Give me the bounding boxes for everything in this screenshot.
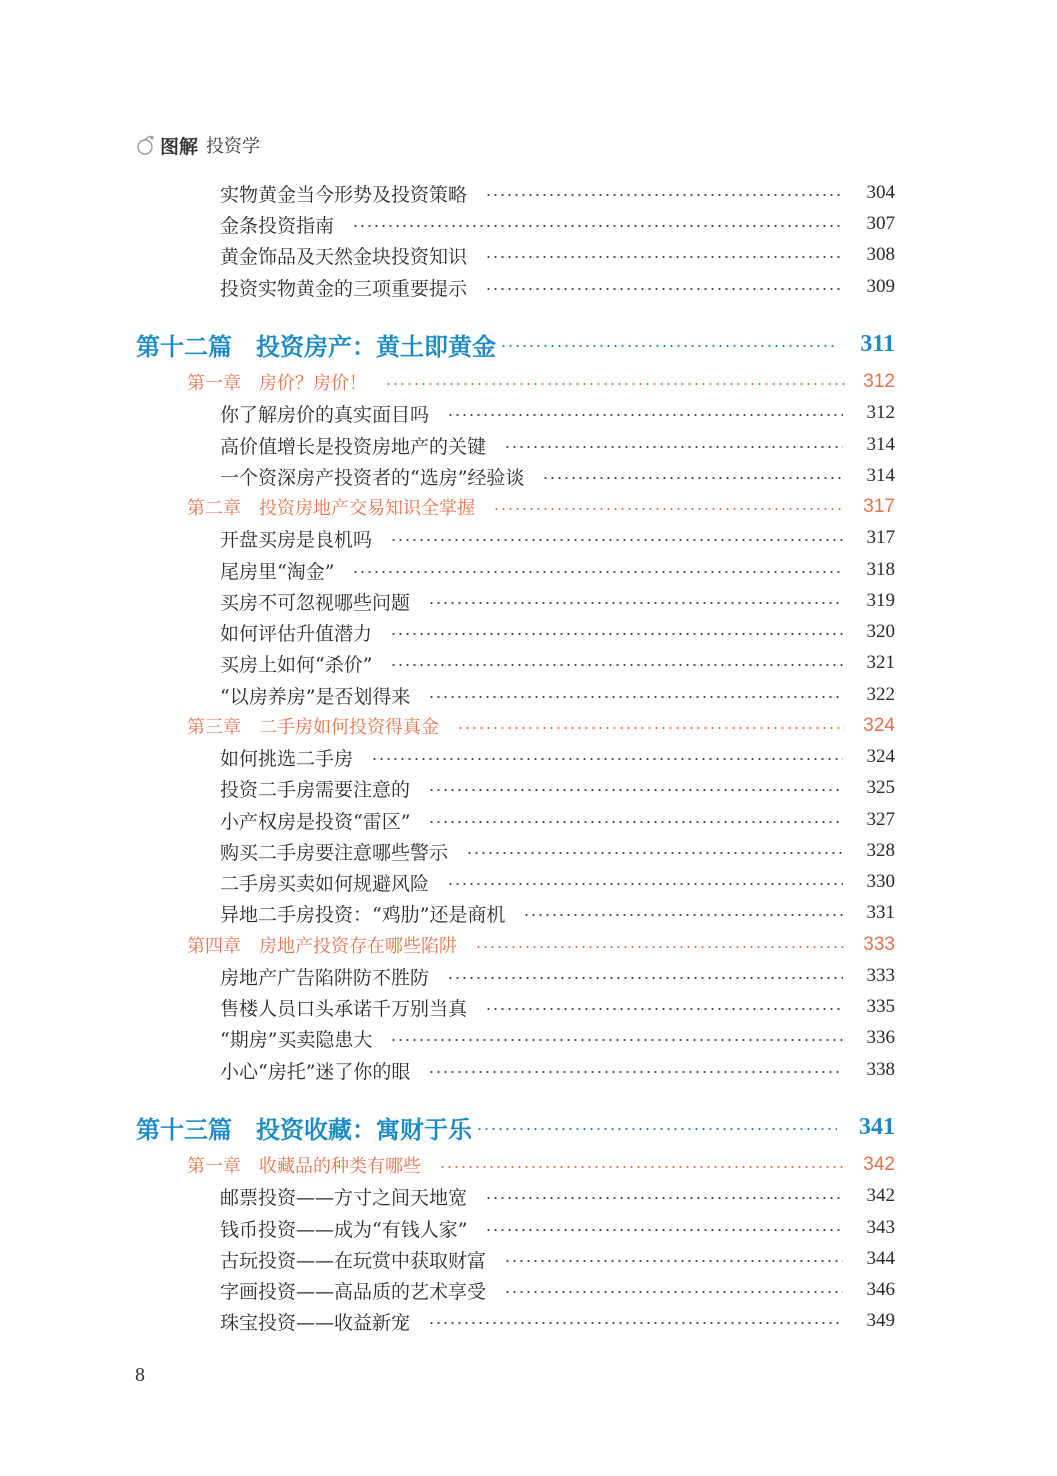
toc-item-title: 售楼人员口头承诺千万别当真 [220, 997, 468, 1020]
toc-item-title: 房地产广告陷阱防不胜防 [220, 966, 430, 989]
dot-leader [493, 508, 845, 510]
toc-page-number: 333 [863, 934, 895, 955]
toc-item-title: 字画投资——高品质的艺术享受 [220, 1280, 487, 1303]
page-number: 8 [135, 1364, 145, 1386]
toc-item-row[interactable] [220, 1306, 895, 1336]
toc-page-number: 331 [866, 902, 895, 923]
dot-leader [523, 914, 843, 916]
toc-page-number: 342 [863, 1154, 895, 1175]
toc-item-row[interactable] [220, 430, 895, 460]
dot-leader [485, 1197, 843, 1199]
toc-item-title: 投资二手房需要注意的 [220, 778, 411, 801]
toc-page-number: 346 [866, 1279, 895, 1300]
toc-part-row[interactable] [136, 1107, 895, 1147]
toc-page-number: 320 [866, 621, 895, 642]
toc-page-number: 338 [866, 1059, 895, 1080]
toc-item-title: 二手房买卖如何规避风险 [220, 872, 430, 895]
toc-item-title: 如何评估升值潜力 [220, 622, 373, 645]
toc-page-number: 324 [863, 715, 895, 736]
toc-page-number: 324 [866, 746, 895, 767]
dot-leader [485, 256, 843, 258]
toc-item-row[interactable] [220, 240, 895, 270]
toc-page-number: 309 [866, 276, 895, 297]
toc-page-number: 318 [866, 559, 895, 580]
book-logo-icon [134, 134, 156, 156]
toc-page-number: 319 [866, 590, 895, 611]
toc-item-row[interactable] [220, 1244, 895, 1274]
toc-item-title: 如何挑选二手房 [220, 747, 354, 770]
toc-page-number: 327 [866, 809, 895, 830]
toc-chapter-title: 第二章 投资房地产交易知识全掌握 [187, 498, 475, 519]
dot-leader [504, 1260, 843, 1262]
dot-leader [447, 883, 843, 885]
toc-page-number: 314 [866, 434, 895, 455]
toc-item-row[interactable] [220, 398, 895, 428]
toc-page-number: 336 [866, 1027, 895, 1048]
toc-page-number: 341 [859, 1113, 895, 1140]
toc-item-row[interactable] [220, 272, 895, 302]
toc-page-number: 349 [866, 1310, 895, 1331]
toc-item-row[interactable] [220, 742, 895, 772]
toc-item-title: 买房不可忽视哪些问题 [220, 591, 411, 614]
dot-leader [352, 225, 843, 227]
running-header [134, 130, 260, 160]
toc-page-number: 325 [866, 777, 895, 798]
dot-leader [485, 288, 843, 290]
toc-page-number: 330 [866, 871, 895, 892]
toc-chapter-row[interactable] [187, 930, 895, 960]
dot-leader [428, 1071, 843, 1073]
dot-leader [390, 664, 843, 666]
toc-page-number: 335 [866, 996, 895, 1017]
toc-item-row[interactable] [220, 523, 895, 553]
toc-page-number: 308 [866, 244, 895, 265]
toc-item-title: 小产权房是投资“雷区” [220, 810, 411, 833]
toc-item-row[interactable] [220, 1275, 895, 1305]
toc-item-title: 买房上如何“杀价” [220, 653, 373, 676]
header-title: 图解 [160, 135, 199, 158]
dot-leader [428, 821, 843, 823]
dot-leader [428, 602, 843, 604]
toc-page-number: 317 [863, 496, 895, 517]
toc-item-row[interactable] [220, 805, 895, 835]
dot-leader [428, 696, 843, 698]
toc-item-row[interactable] [220, 961, 895, 991]
toc-chapter-title: 第一章 房价？房价！ [187, 373, 367, 394]
toc-item-title: 珠宝投资——收益新宠 [220, 1311, 411, 1334]
toc-item-title: 金条投资指南 [220, 214, 335, 237]
dot-leader [485, 1008, 843, 1010]
dot-leader [504, 446, 843, 448]
dot-leader [352, 571, 843, 573]
toc-chapter-row[interactable] [187, 492, 895, 522]
dot-leader [385, 383, 845, 385]
toc-item-title: 开盘买房是良机吗 [220, 528, 373, 551]
dot-leader [447, 977, 843, 979]
toc-item-title: 一个资深房产投资者的“选房”经验谈 [220, 466, 525, 489]
dot-leader [500, 345, 838, 347]
toc-chapter-title: 第三章 二手房如何投资得真金 [187, 717, 439, 738]
toc-chapter-row[interactable] [187, 1150, 895, 1180]
dot-leader [466, 852, 843, 854]
toc-page-number: 317 [866, 527, 895, 548]
toc-item-row[interactable] [220, 178, 895, 208]
toc-item-row[interactable] [220, 209, 895, 239]
toc-item-title: “以房养房”是否划得来 [220, 685, 411, 708]
toc-page-number: 321 [866, 652, 895, 673]
toc-item-title: 购买二手房要注意哪些警示 [220, 841, 449, 864]
header-subtitle: 投资学 [206, 136, 261, 157]
toc-item-title: 实物黄金当今形势及投资策略 [220, 183, 468, 206]
dot-leader [485, 1229, 843, 1231]
toc-page-number: 342 [866, 1185, 895, 1206]
dot-leader [390, 633, 843, 635]
dot-leader [485, 194, 843, 196]
dot-leader [447, 414, 843, 416]
toc-item-row[interactable] [220, 1023, 895, 1053]
toc-page-number: 307 [866, 213, 895, 234]
dot-leader [504, 1291, 843, 1293]
toc-item-title: 古玩投资——在玩赏中获取财富 [220, 1249, 487, 1272]
toc-page-number: 333 [866, 965, 895, 986]
toc-page-number: 328 [866, 840, 895, 861]
toc-item-row[interactable] [220, 680, 895, 710]
dot-leader [439, 1166, 845, 1168]
toc-item-row[interactable] [220, 555, 895, 585]
toc-item-title: “期房”买卖隐患大 [220, 1028, 373, 1051]
toc-chapter-title: 第四章 房地产投资存在哪些陷阱 [187, 936, 457, 957]
toc-item-row[interactable] [220, 836, 895, 866]
toc-page-number: 312 [863, 371, 895, 392]
toc-item-title: 小心“房托”迷了你的眼 [220, 1060, 411, 1083]
toc-item-row[interactable] [220, 461, 895, 491]
dot-leader [428, 1322, 843, 1324]
toc-part-title: 第十二篇 投资房产：黄土即黄金 [136, 331, 496, 361]
toc-item-title: 你了解房价的真实面目吗 [220, 403, 430, 426]
toc-item-title: 投资实物黄金的三项重要提示 [220, 277, 468, 300]
toc-page-number: 344 [866, 1248, 895, 1269]
toc-item-title: 钱币投资——成为“有钱人家” [220, 1218, 468, 1241]
toc-item-row[interactable] [220, 867, 895, 897]
dot-leader [428, 789, 843, 791]
toc-item-row[interactable] [220, 1181, 895, 1211]
toc-item-title: 高价值增长是投资房地产的关键 [220, 435, 487, 458]
toc-part-row[interactable] [136, 324, 895, 364]
toc-chapter-row[interactable] [187, 367, 895, 397]
toc-item-title: 黄金饰品及天然金块投资知识 [220, 245, 468, 268]
toc-item-row[interactable] [220, 773, 895, 803]
dot-leader [390, 539, 843, 541]
dot-leader [390, 1039, 843, 1041]
dot-leader [476, 1128, 837, 1130]
toc-item-title: 尾房里“淘金” [220, 560, 335, 583]
toc-page-number: 343 [866, 1217, 895, 1238]
toc-item-row[interactable] [220, 617, 895, 647]
toc-page-number: 314 [866, 465, 895, 486]
toc-chapter-title: 第一章 收藏品的种类有哪些 [187, 1156, 421, 1177]
toc-page-number: 312 [866, 402, 895, 423]
dot-leader [542, 477, 843, 479]
toc-item-row[interactable] [220, 586, 895, 616]
toc-item-row[interactable] [220, 1213, 895, 1243]
toc-item-row[interactable] [220, 648, 895, 678]
dot-leader [371, 758, 843, 760]
toc-item-title: 邮票投资——方寸之间天地宽 [220, 1186, 468, 1209]
toc-page-number: 322 [866, 684, 895, 705]
toc-chapter-row[interactable] [187, 711, 895, 741]
toc-item-title: 异地二手房投资：“鸡肋”还是商机 [220, 903, 506, 926]
toc-part-title: 第十三篇 投资收藏：寓财于乐 [136, 1114, 472, 1144]
toc-page-number: 311 [860, 330, 895, 357]
toc-page-number: 304 [866, 182, 895, 203]
toc-item-row[interactable] [220, 992, 895, 1022]
toc-item-row[interactable] [220, 898, 895, 928]
toc-item-row[interactable] [220, 1055, 895, 1085]
dot-leader [457, 727, 845, 729]
dot-leader [475, 946, 845, 948]
